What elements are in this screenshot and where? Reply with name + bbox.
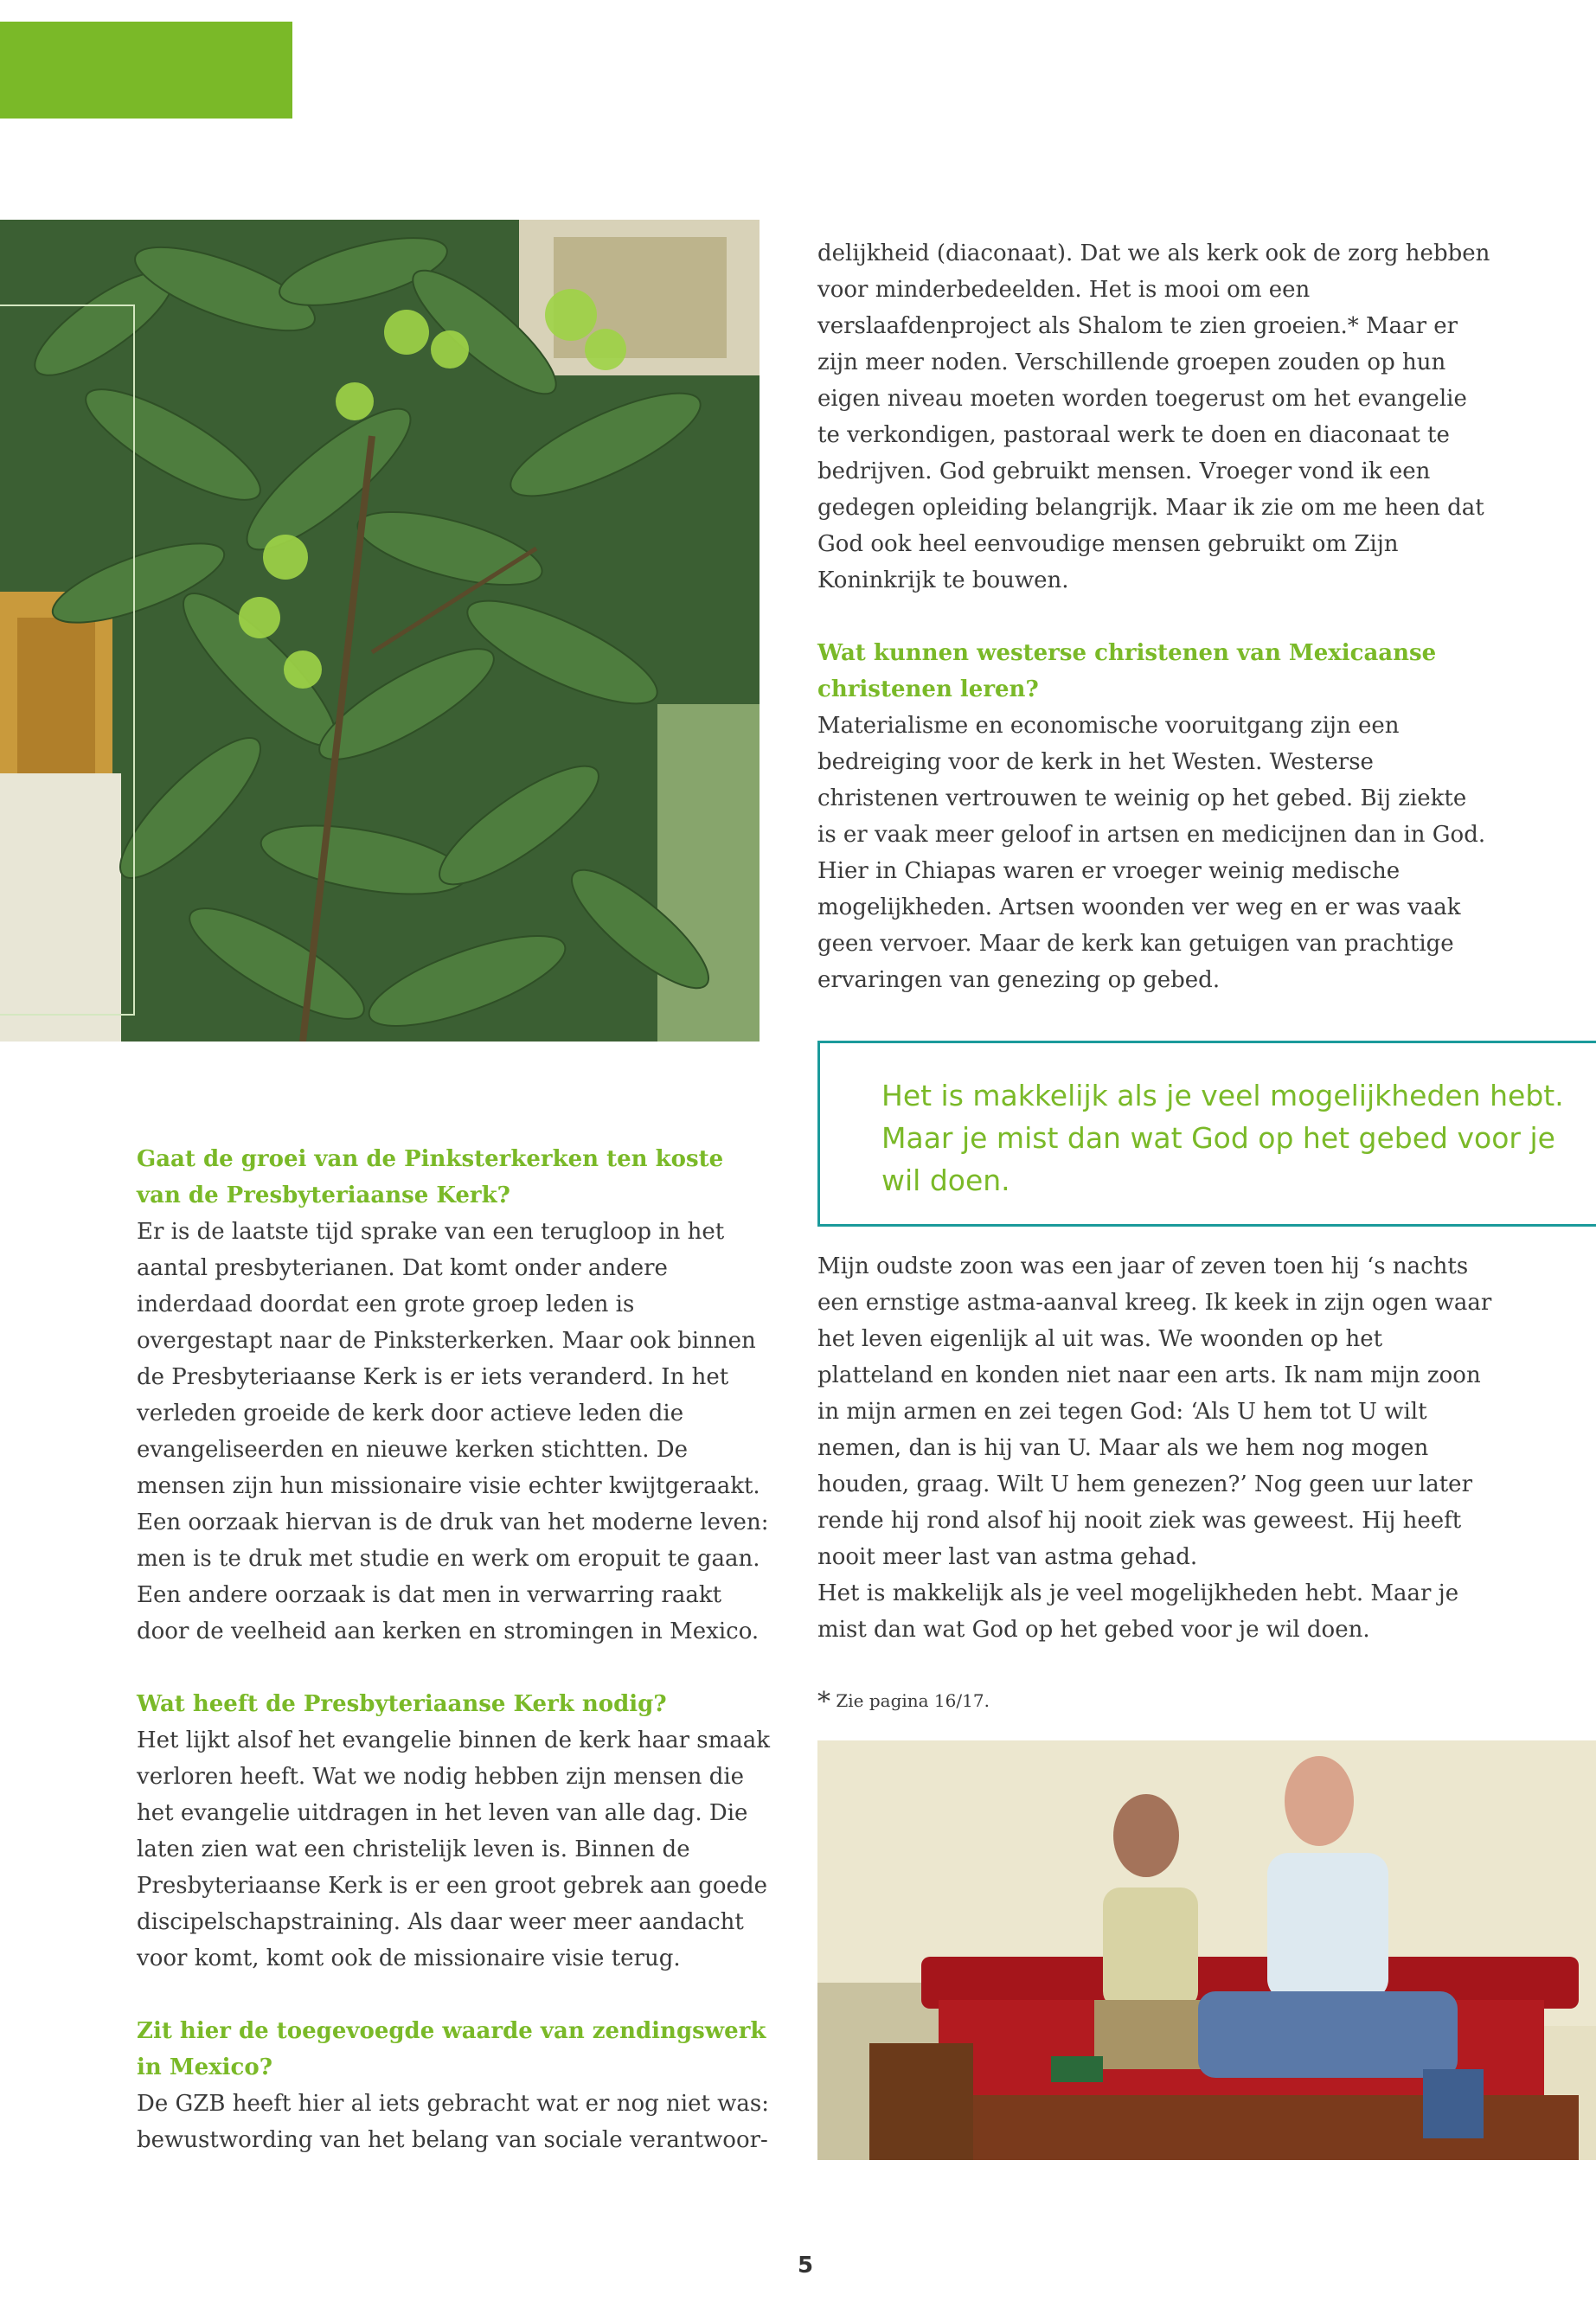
section-heading: Wat heeft de Presbyteriaanse Kerk nodig? — [137, 1691, 667, 1717]
section-heading: Zit hier de toegevoegde waarde van zendingswerk in Mexico? — [137, 2018, 766, 2080]
footnote-star: * — [817, 1687, 830, 1717]
section-heading: Wat kunnen westerse christenen van Mexicaanse christenen leren? — [817, 640, 1437, 702]
body-paragraph: De GZB heeft hier al iets gebracht wat er nog niet was: bewustwording van het belang van sociale verantwoor- — [137, 2091, 770, 2153]
body-paragraph: Het lijkt alsof het evangelie binnen de kerk haar smaak verloren heeft. Wat we nodig hebben zijn mensen die het evangelie uitdragen in het leven van alle dag. Die laten zien wat een christelijk leven is. Binnen de Presbyteriaanse Kerk is er een groot gebrek aan goede discipelschapstraining. Als daar weer meer aandacht voor komt, komt ook de missionaire visie terug. — [137, 1727, 771, 1971]
photo-frame-outline — [0, 304, 135, 1016]
page-number: 5 — [798, 2253, 814, 2279]
body-paragraph: delijkheid (diaconaat). Dat we als kerk ook de zorg hebben voor minderbedeelden. Het is mooi om een verslaafdenproject als Shalom te zien groeien.* Maar er zijn meer noden. Verschillende groepen zouden op hun eigen niveau moeten worden toegerust om het evangelie te verkondigen, pastoraal werk te doen en diaconaat te bedrijven. God gebruikt mensen. Vroeger vond ik een gedegen opleiding belangrijk. Maar ik zie om me heen dat God ook heel eenvoudige mensen gebruikt om Zijn Koninkrijk te bouwen. — [817, 240, 1490, 593]
people-photo — [817, 1740, 1596, 2160]
pull-quote: Het is makkelijk als je veel mogelijkheden hebt. Maar je mist dan wat God op het gebed voor je wil doen. — [881, 1079, 1564, 1197]
green-corner-block — [0, 22, 292, 119]
right-column-top — [817, 235, 1492, 998]
body-paragraph: Er is de laatste tijd sprake van een terugloop in het aantal presbyterianen. Dat komt onder andere inderdaad doordat een grote groep leden is overgestapt naar de Pinksterkerken. Maar ook binnen de Presbyteriaanse Kerk is er iets veranderd. In het verleden groeide de kerk door actieve leden die evangeliseerden en nieuwe kerken stichtten. De mensen zijn hun missionaire visie echter kwijtgeraakt. Een oorzaak hiervan is de druk van het moderne leven: men is te druk met studie en werk om eropuit te gaan. Een andere oorzaak is dat men in verwarring raakt door de veelheid aan kerken en stromingen in Mexico. — [137, 1219, 769, 1644]
footnote-text: Zie pagina 16/17. — [836, 1690, 990, 1711]
right-column-bottom — [817, 1248, 1492, 1648]
body-paragraph: Het is makkelijk als je veel mogelijkheden hebt. Maar je mist dan wat God op het gebed voor je wil doen. — [817, 1580, 1459, 1643]
section-heading: Gaat de groei van de Pinksterkerken ten koste van de Presbyteriaanse Kerk? — [137, 1146, 724, 1208]
body-paragraph: Materialisme en economische vooruitgang zijn een bedreiging voor de kerk in het Westen. Westerse christenen vertrouwen te weinig op het gebed. Bij ziekte is er vaak meer geloof in artsen en medicijnen dan in God. Hier in Chiapas waren er vroeger weinig medische mogelijkheden. Artsen woonden ver weg en er was vaak geen vervoer. Maar de kerk kan getuigen van prachtige ervaringen van genezing op gebed. — [817, 713, 1486, 993]
body-paragraph: Mijn oudste zoon was een jaar of zeven toen hij ‘s nachts een ernstige astma-aanval kreeg. Ik keek in zijn ogen waar het leven eigenlijk al uit was. We woonden op het platteland en konden niet naar een arts. Ik nam mijn zoon in mijn armen en zei tegen God: ‘Als U hem tot U wilt nemen, dan is hij van U. Maar als we hem nog mogen houden, graag. Wilt U hem genezen?’ Nog geen uur later rende hij rond alsof hij nooit ziek was geweest. Hij heeft nooit meer last van astma gehad. — [817, 1253, 1492, 1570]
footnote — [817, 1687, 990, 1717]
left-column — [137, 1141, 772, 2158]
